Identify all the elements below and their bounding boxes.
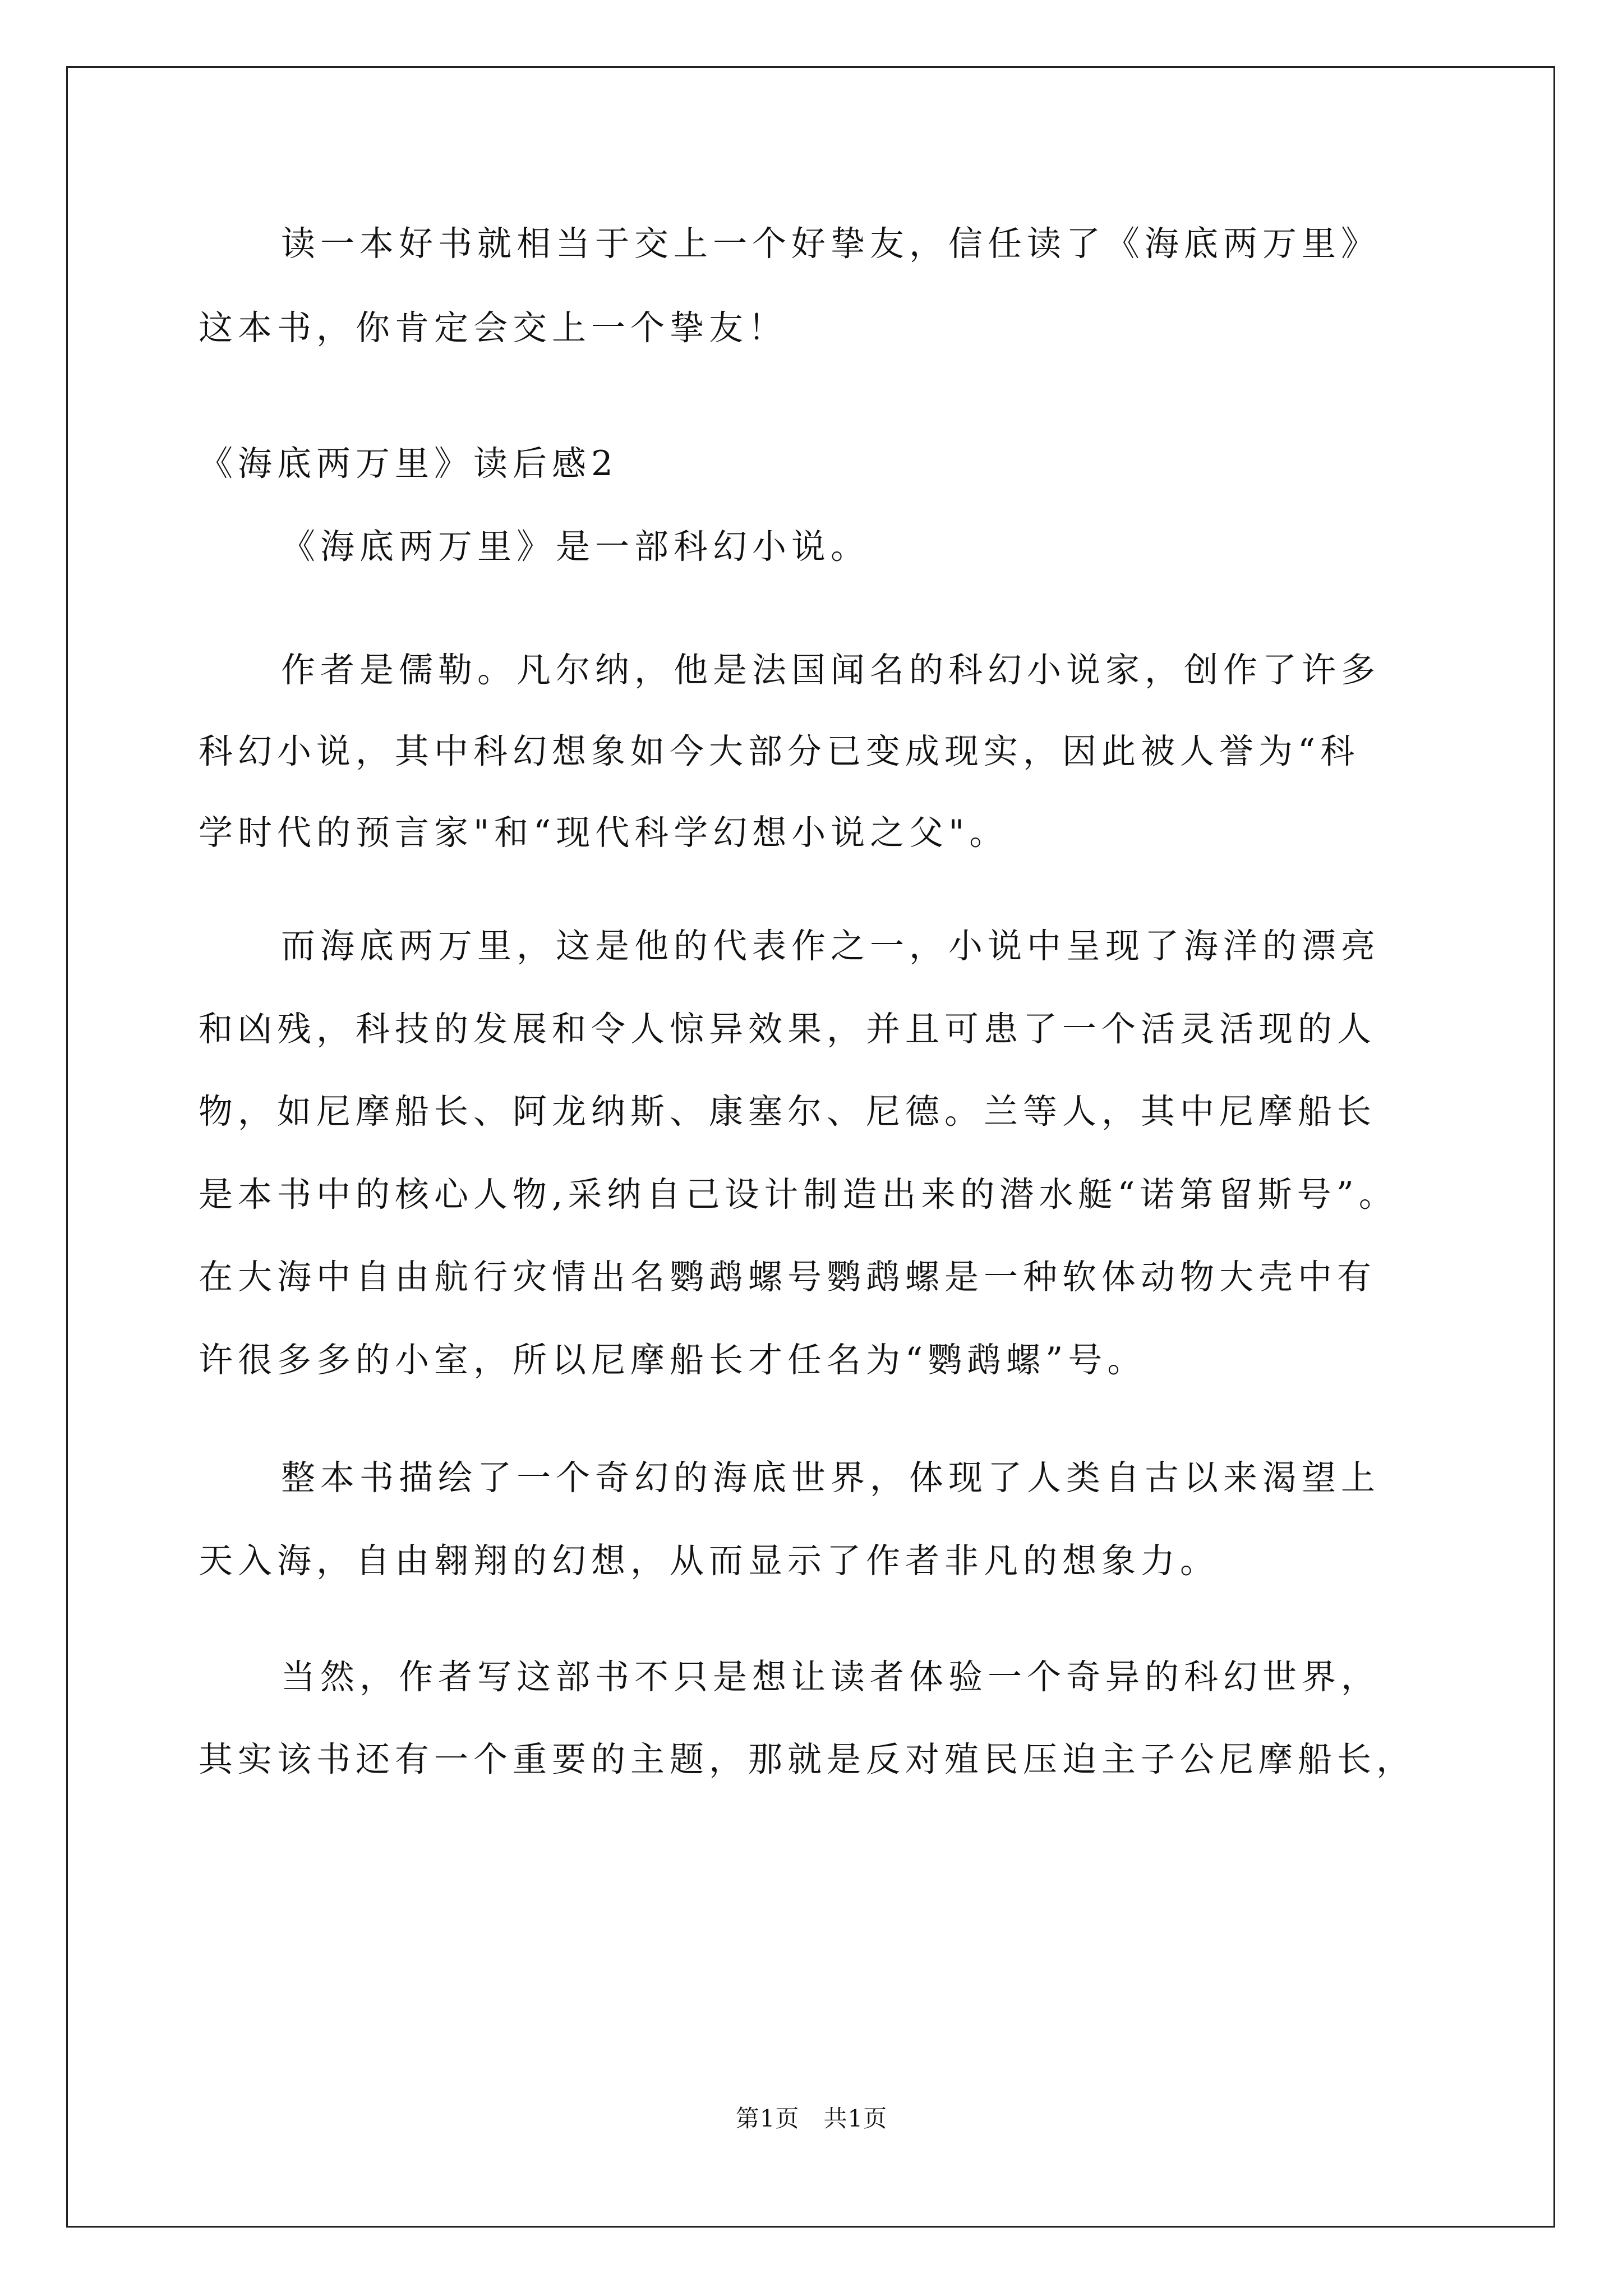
section-heading: 《海底两万里》读后感2 xyxy=(199,444,618,484)
text-line: 是本书中的核心人物,采纳自己设计制造出来的潜水艇“诺第留斯号”。 xyxy=(199,1175,1398,1214)
text-line: 其实该书还有一个重要的主题，那就是反对殖民压迫主子公尼摩船长， xyxy=(199,1740,1416,1779)
text-line: 天入海，自由翱翔的幻想，从而显示了作者非凡的想象力。 xyxy=(199,1541,1220,1581)
text-line: 科幻小说，其中科幻想象如今大部分已变成现实，因此被人誉为“科 xyxy=(199,731,1360,771)
page-border xyxy=(66,66,1555,2228)
text-line: 学时代的预言家"和“现代科学幻想小说之父"。 xyxy=(199,813,1009,853)
text-line: 物，如尼摩船长、阿龙纳斯、康塞尔、尼德。兰等人，其中尼摩船长 xyxy=(199,1092,1377,1131)
text-line: 作者是儒勒。凡尔纳，他是法国闻名的科幻小说家，创作了许多 xyxy=(281,650,1381,690)
text-line: 和凶残，科技的发展和令人惊异效果，并且可患了一个活灵活现的人 xyxy=(199,1009,1377,1049)
text-line: 在大海中自由航行灾情出名鹦鹉螺号鹦鹉螺是一种软体动物大壳中有 xyxy=(199,1257,1377,1297)
text-line: 许很多多的小室，所以尼摩船长才任名为“鹦鹉螺”号。 xyxy=(199,1340,1147,1380)
text-line: 而海底两万里，这是他的代表作之一，小说中呈现了海洋的漂亮 xyxy=(281,926,1381,966)
text-line: 整本书描绘了一个奇幻的海底世界，体现了人类自古以来渴望上 xyxy=(281,1458,1381,1498)
page-footer: 第1页 共1页 xyxy=(735,2105,888,2132)
text-line: 读一本好书就相当于交上一个好挚友，信任读了《海底两万里》 xyxy=(281,224,1381,264)
text-line: 这本书，你肯定会交上一个挚友！ xyxy=(199,308,788,348)
text-line: 当然，作者写这部书不只是想让读者体验一个奇异的科幻世界， xyxy=(281,1657,1381,1697)
text-line: 《海底两万里》是一部科幻小说。 xyxy=(281,527,870,567)
